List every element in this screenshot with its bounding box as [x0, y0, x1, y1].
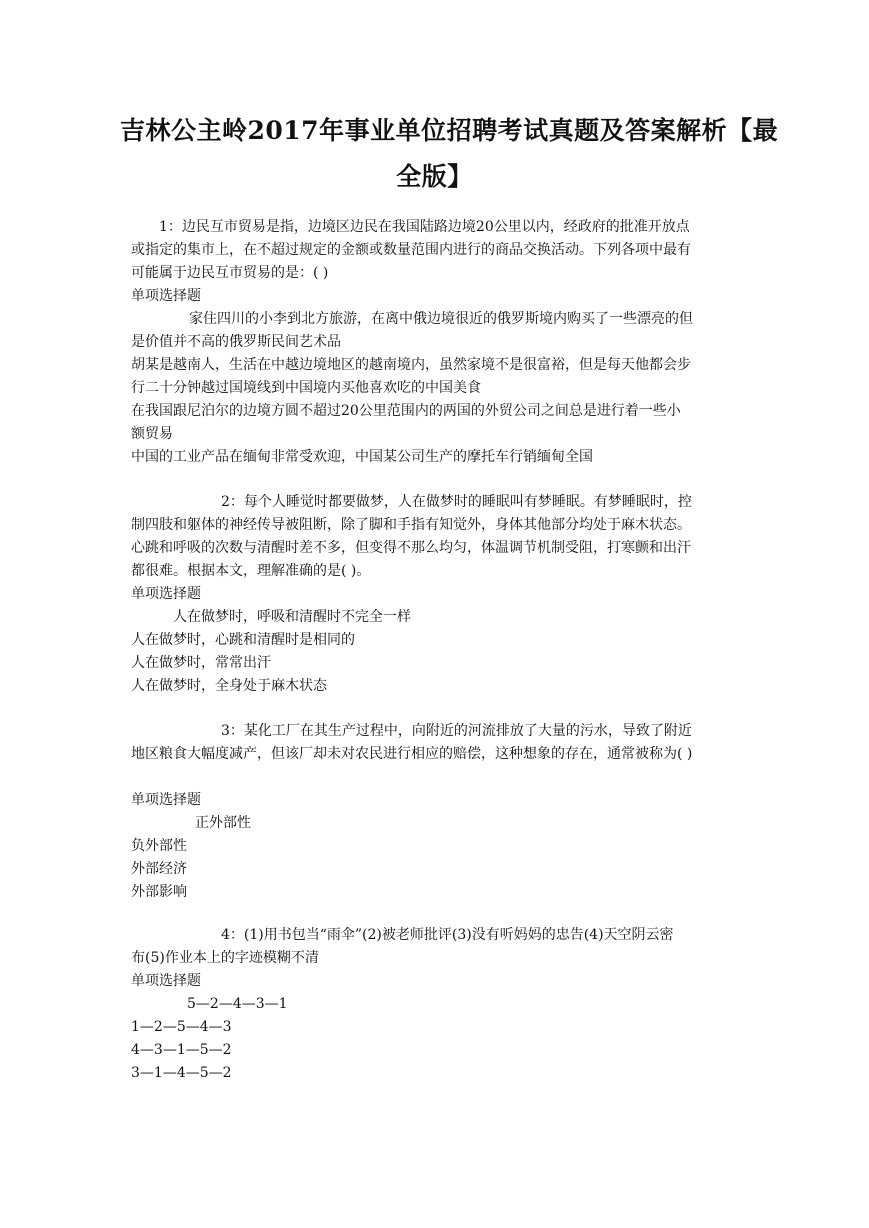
question-3: [131, 720, 739, 904]
question-stem-line: 4：(1)用书包当“雨伞”(2)被老师批评(3)没有听妈妈的忠告(4)天空阴云密: [221, 927, 674, 943]
question-stem-line: 都很难。根据本文，理解准确的是( )。: [131, 563, 371, 579]
question-stem-line: 或指定的集市上，在不超过规定的金额或数量范围内进行的商品交换活动。下列各项中最有: [131, 242, 691, 258]
option-line: 人在做梦时，全身处于麻木状态: [131, 678, 327, 694]
page-title: [120, 108, 779, 200]
question-1: [131, 216, 739, 469]
title-line-2: 全版】: [396, 162, 473, 191]
question-2: [131, 491, 739, 698]
option-line: 额贸易: [131, 426, 173, 442]
option-line: 外部影响: [131, 884, 187, 900]
question-stem-line: 布(5)作业本上的字迹模糊不清: [131, 950, 319, 966]
question-type: 单项选择题: [131, 288, 201, 304]
option-line: 人在做梦时，心跳和清醒时是相同的: [131, 632, 355, 648]
question-stem-line: 心跳和呼吸的次数与清醒时差不多，但变得不那么均匀，体温调节机制受阻，打寒颤和出汗: [131, 540, 691, 556]
question-stem-line: 1：边民互市贸易是指，边境区边民在我国陆路边境20公里以内，经政府的批准开放点: [159, 219, 690, 235]
question-type: 单项选择题: [131, 792, 201, 808]
option-line: 5—2—4—3—1: [187, 996, 288, 1012]
option-line: 外部经济: [131, 861, 187, 877]
question-stem-line: 2：每个人睡觉时都要做梦，人在做梦时的睡眠叫有梦睡眠。有梦睡眠时，控: [221, 494, 692, 510]
option-line: 负外部性: [131, 838, 187, 854]
question-type: 单项选择题: [131, 973, 201, 989]
option-line: 是价值并不高的俄罗斯民间艺术品: [131, 334, 341, 350]
option-line: 在我国跟尼泊尔的边境方圆不超过20公里范围内的两国的外贸公司之间总是进行着一些小: [131, 403, 681, 419]
option-line: 中国的工业产品在缅甸非常受欢迎，中国某公司生产的摩托车行销缅甸全国: [131, 449, 593, 465]
question-stem-line: 制四肢和躯体的神经传导被阻断，除了脚和手指有知觉外，身体其他部分均处于麻木状态。: [131, 517, 691, 533]
question-type: 单项选择题: [131, 586, 201, 602]
option-line: 胡某是越南人，生活在中越边境地区的越南境内，虽然家境不是很富裕，但是每天他都会步: [131, 357, 691, 373]
option-line: 人在做梦时，常常出汗: [131, 655, 271, 671]
option-line: 正外部性: [195, 815, 251, 831]
question-stem-line: 3：某化工厂在其生产过程中，向附近的河流排放了大量的污水，导致了附近: [221, 723, 692, 739]
question-stem-line: 可能属于边民互市贸易的是：( ): [131, 265, 329, 281]
option-line: 人在做梦时，呼吸和清醒时不完全一样: [173, 609, 411, 625]
option-line: 行二十分钟越过国境线到中国境内买他喜欢吃的中国美食: [131, 380, 481, 396]
option-line: 1—2—5—4—3: [131, 1019, 232, 1035]
question-4: [131, 924, 739, 1085]
option-line: 4—3—1—5—2: [131, 1042, 232, 1058]
question-stem-line: 地区粮食大幅度减产，但该厂却未对农民进行相应的赔偿，这种想象的存在，通常被称为( ): [131, 746, 693, 762]
title-line-1: 吉林公主岭2017年事业单位招聘考试真题及答案解析【最: [120, 116, 779, 145]
spacer: [131, 766, 739, 789]
option-line: 家住四川的小李到北方旅游，在离中俄边境很近的俄罗斯境内购买了一些漂亮的但: [189, 311, 693, 327]
option-line: 3—1—4—5—2: [131, 1065, 232, 1081]
